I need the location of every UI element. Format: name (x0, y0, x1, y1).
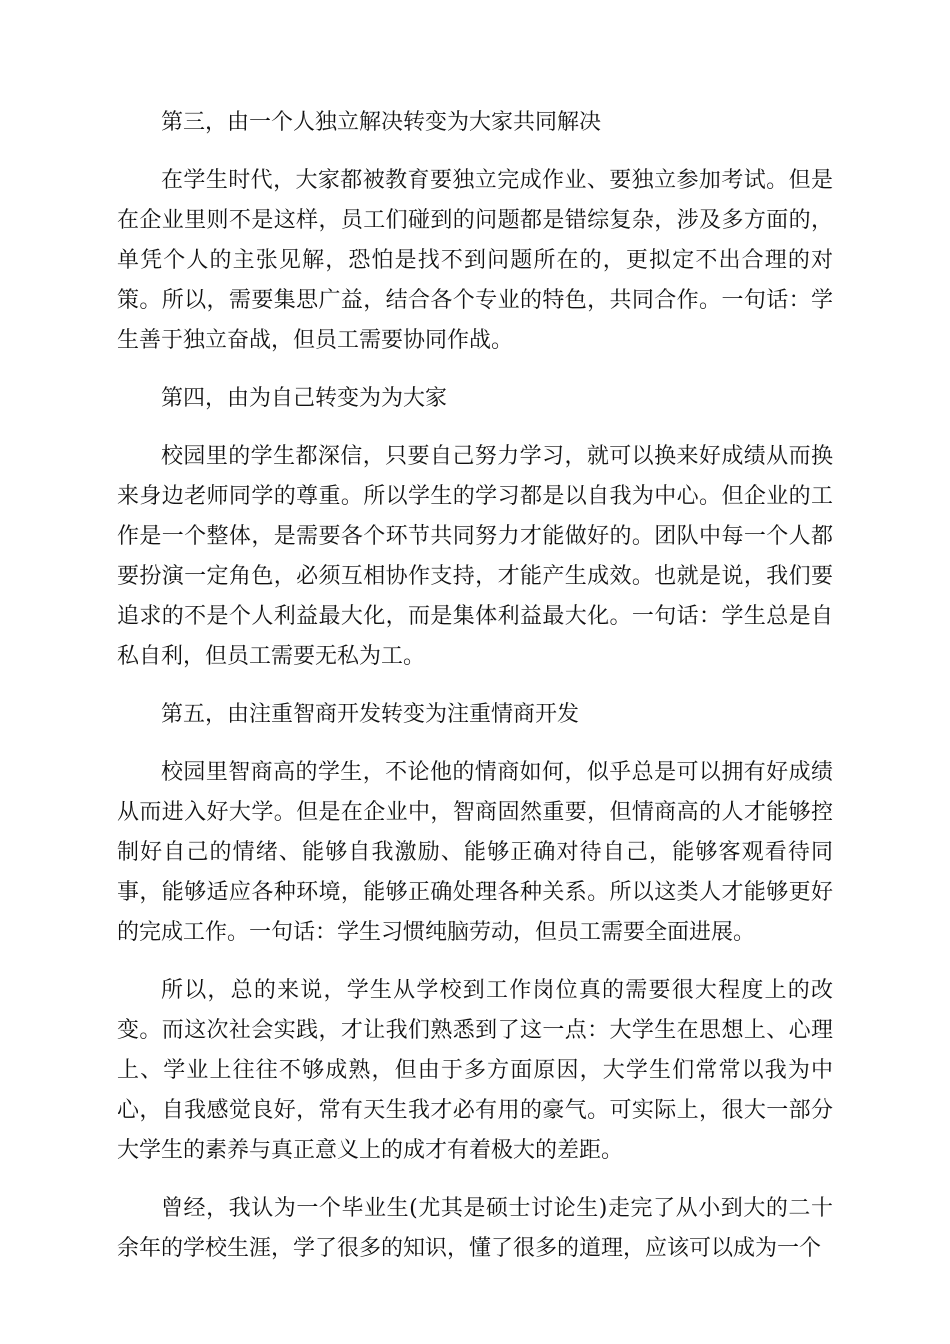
paragraph-teamwork: 在学生时代，大家都被教育要独立完成作业、要独立参加考试。但是在企业里则不是这样，员工们碰到的问题都是错综复杂，涉及多方面的，单凭个人的主张见解，恐怕是找不到问题所在的，更拟定不出合理的对策。所以，需要集思广益，结合各个专业的特色，共同合作。一句话：学生善于独立奋战，但员工需要协同作战。 (117, 168, 833, 353)
paragraph-reflection: 曾经，我认为一个毕业生(尤其是硕士讨论生)走完了从小到大的二十余年的学校生涯，学了很多的知识，懂了很多的道理，应该可以成为一个 (117, 1196, 833, 1261)
section-heading-3: 第三，由一个人独立解决转变为大家共同解决 (161, 110, 602, 135)
paragraph-collective: 校园里的学生都深信，只要自己努力学习，就可以换来好成绩从而换来身边老师同学的尊重。所以学生的学习都是以自我为中心。但企业的工作是一个整体，是需要各个环节共同努力才能做好的。团队中每一个人都要扮演一定角色，必须互相协作支持，才能产生成效。也就是说，我们要追求的不是个人利益最大化，而是集体利益最大化。一句话：学生总是自私自利，但员工需要无私为工。 (117, 444, 833, 669)
paragraph-eq: 校园里智商高的学生，不论他的情商如何，似乎总是可以拥有好成绩从而进入好大学。但是在企业中，智商固然重要，但情商高的人才能够控制好自己的情绪、能够自我激励、能够正确对待自己，能够客观看待同事，能够适应各种环境，能够正确处理各种关系。所以这类人才能够更好的完成工作。一句话：学生习惯纯脑劳动，但员工需要全面进展。 (117, 760, 833, 945)
document-page (117, 103, 833, 1287)
section-heading-4: 第四，由为自己转变为为大家 (161, 386, 448, 411)
section-heading-5: 第五，由注重智商开发转变为注重情商开发 (161, 702, 580, 727)
paragraph-summary: 所以，总的来说，学生从学校到工作岗位真的需要很大程度上的改变。而这次社会实践，才让我们熟悉到了这一点：大学生在思想上、心理上、学业上往往不够成熟，但由于多方面原因，大学生们常常以我为中心，自我感觉良好，常有天生我才必有用的豪气。可实际上，很大一部分大学生的素养与真正意义上的成才有着极大的差距。 (117, 978, 833, 1163)
